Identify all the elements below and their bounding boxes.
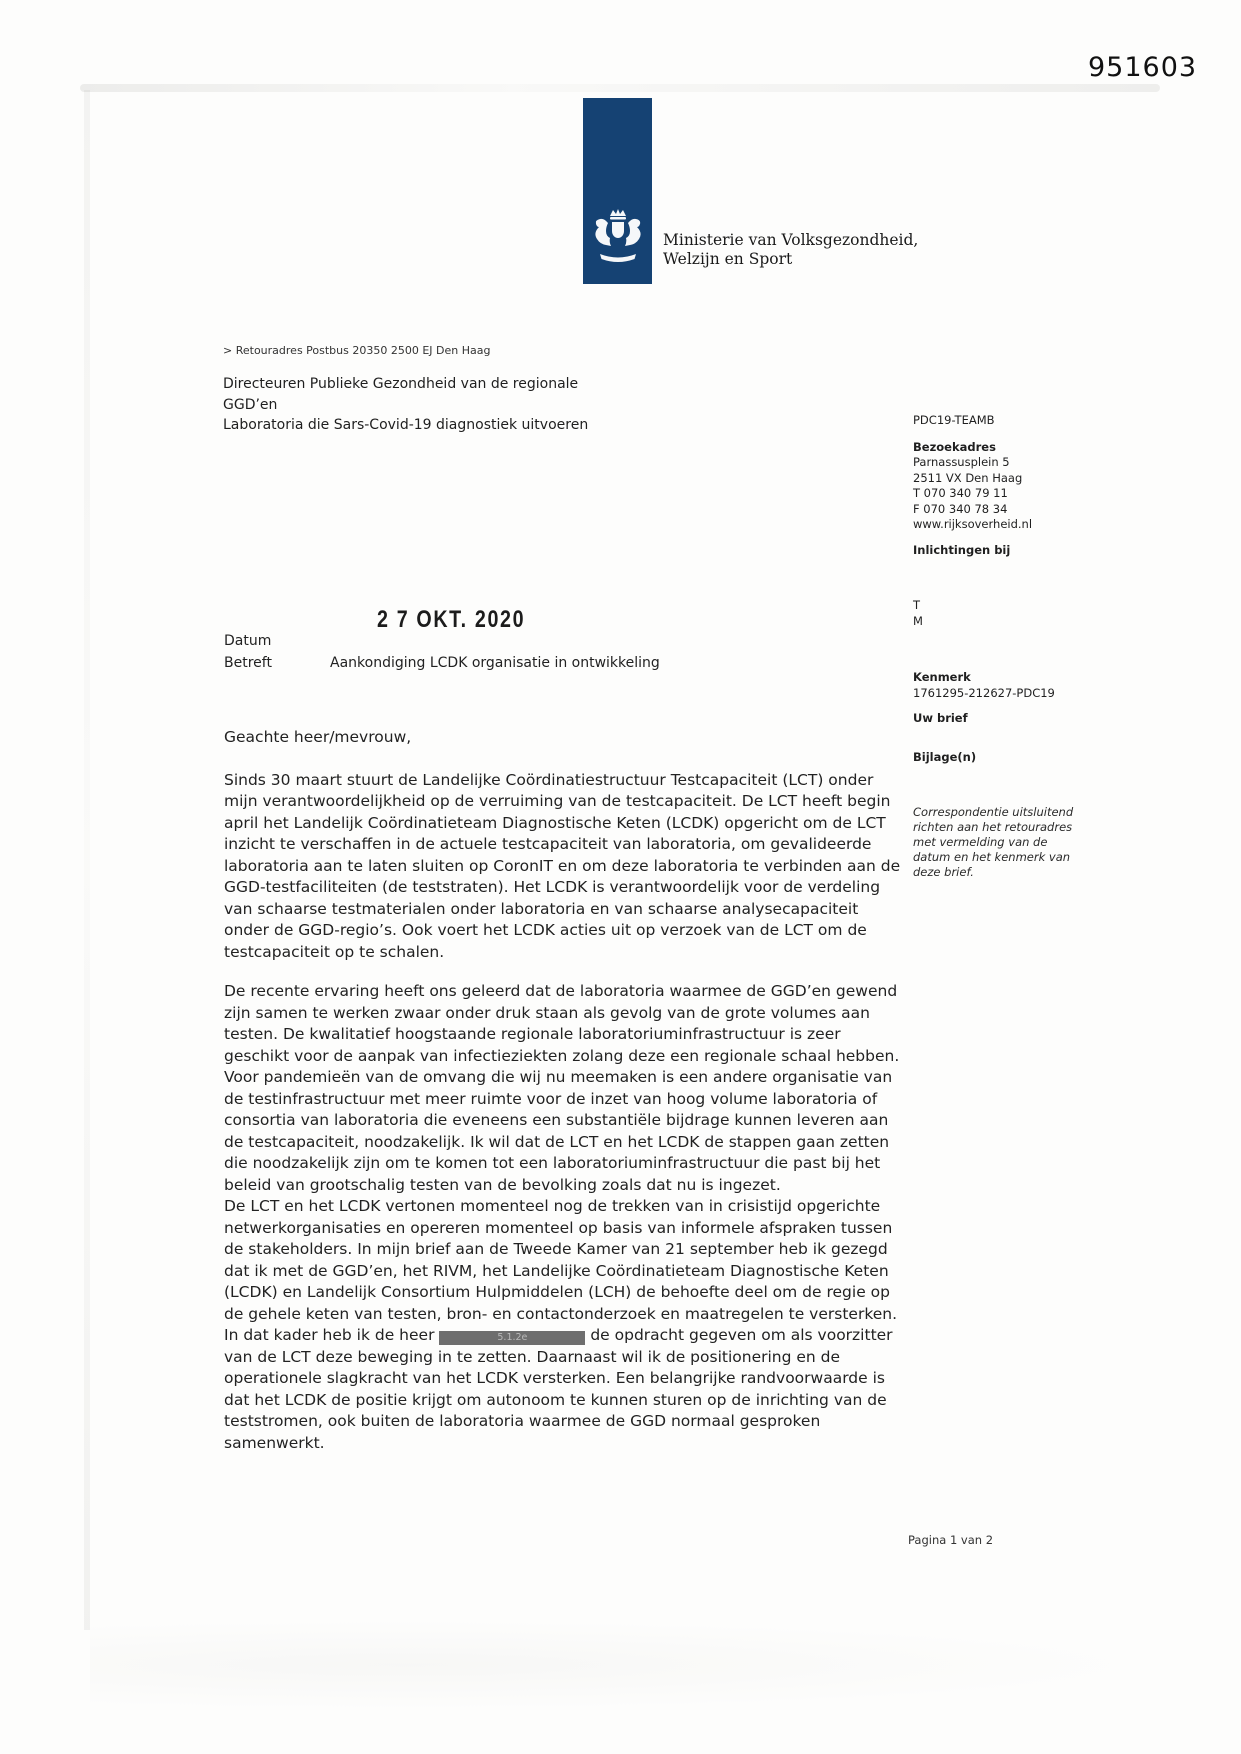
return-address: > Retouradres Postbus 20350 2500 EJ Den Haag bbox=[223, 344, 491, 357]
subject-row bbox=[224, 655, 660, 671]
paragraph3-text-before-redaction: De LCT en het LCDK vertonen momenteel nog de trekken van in crisistijd opgerichte netwerkorganisaties en opereren momenteel op basis van informele afspraken tussen de stakeholders. In mijn brief aan de Tweede Kamer van 21 september heb ik gezegd dat ik met de GGD’en, het RIVM, het Landelijke Coördinatieteam Diagnostische Keten (LCDK) en Landelijk Consortium Hulpmiddelen (LCH) de behoefte deel om de regie op de gehele keten van testen, bron- en contactonderzoek en maatregelen te versterken. In dat kader heb ik de heer bbox=[224, 1197, 898, 1344]
salutation: Geachte heer/mevrouw, bbox=[224, 728, 412, 746]
visit-address-label: Bezoekadres bbox=[913, 439, 996, 454]
contact-mobile-line: M bbox=[913, 613, 923, 628]
ministry-wordmark bbox=[663, 231, 918, 269]
rijksoverheid-logo-ribbon bbox=[583, 98, 652, 284]
visit-address-line: F 070 340 78 34 bbox=[913, 501, 1008, 516]
your-letter-label: Uw brief bbox=[913, 711, 968, 725]
date-label: Datum bbox=[224, 633, 272, 649]
document-number: 951603 bbox=[1088, 52, 1198, 83]
visit-address-line: T 070 340 79 11 bbox=[913, 486, 1008, 500]
page-number: Pagina 1 van 2 bbox=[908, 1533, 994, 1547]
website-url: www.rijksoverheid.nl bbox=[913, 517, 1033, 531]
visit-address-line: Parnassusplein 5 bbox=[913, 455, 1010, 469]
recipient-line: Laboratoria die Sars-Covid-19 diagnostiek uitvoeren bbox=[223, 417, 589, 433]
body-paragraph-3 bbox=[224, 1196, 904, 1454]
ministry-name-line2: Welzijn en Sport bbox=[663, 250, 793, 268]
scan-artifact-left bbox=[84, 90, 90, 1630]
visit-address-line: 2511 VX Den Haag bbox=[913, 470, 1023, 485]
body-paragraph-1: Sinds 30 maart stuurt de Landelijke Coördinatiestructuur Testcapaciteit (LCT) onder mijn verantwoordelijkheid op de verruiming van de testcapaciteit. De LCT heeft begin april het Landelijk Coördinatieteam Diagnostische Keten (LCDK) opgericht om de LCT inzicht te verschaffen in de actuele testcapaciteit van laboratoria, om gevalideerde laboratoria aan te laten sluiten op CoronIT en om deze laboratoria te verbinden aan de GGD-testfaciliteiten (de teststraten). Het LCDK is verantwoordelijk voor de verdeling van schaarse testmaterialen onder laboratoria en van schaarse analysecapaciteit onder de GGD-regio’s. Ook voert het LCDK acties uit op verzoek van de LCT om de testcapaciteit op te schalen. bbox=[224, 770, 901, 961]
contact-phone-line: T bbox=[913, 598, 921, 612]
subject-label: Betreft bbox=[224, 655, 272, 671]
date-received-stamp: 2 7 OKT. 2020 bbox=[377, 606, 526, 633]
redaction-bar: 5.1.2e bbox=[439, 1331, 585, 1345]
attachments-label: Bijlage(n) bbox=[913, 749, 977, 764]
scan-artifact-bottom bbox=[90, 1620, 1150, 1710]
letter-body bbox=[224, 727, 904, 1454]
letterhead-sidebar bbox=[913, 413, 1091, 880]
recipient-line: GGD’en bbox=[223, 396, 278, 413]
correspondence-note: Correspondentie uitsluitend richten aan het retouradres met vermelding van de datum en het kenmerk van deze brief. bbox=[913, 805, 1074, 879]
ministry-name-line1: Ministerie van Volksgezondheid, bbox=[663, 231, 919, 249]
scan-artifact-top bbox=[80, 84, 1160, 92]
subject-value: Aankondiging LCDK organisatie in ontwikkeling bbox=[330, 655, 660, 671]
coat-of-arms-icon bbox=[590, 208, 646, 274]
sidebar-team-code: PDC19-TEAMB bbox=[913, 413, 995, 427]
inquiries-label: Inlichtingen bij bbox=[913, 542, 1011, 557]
recipient-address-block bbox=[223, 374, 588, 436]
recipient-line: Directeuren Publieke Gezondheid van de regionale bbox=[223, 376, 579, 392]
reference-value: 1761295-212627-PDC19 bbox=[913, 685, 1055, 700]
reference-label: Kenmerk bbox=[913, 670, 971, 684]
body-paragraph-2: De recente ervaring heeft ons geleerd dat de laboratoria waarmee de GGD’en gewend zijn samen te werken zwaar onder druk staan als gevolg van de grote volumes aan testen. De kwalitatief hoogstaande regionale laboratoriuminfrastructuur is zeer geschikt voor de aanpak van infectieziekten zolang deze een regionale schaal hebben. Voor pandemieën van de omvang die wij nu meemaken is een andere organisatie van de testinfrastructuur met meer ruimte voor de inzet van hoog volume laboratoria of consortia van laboratoria die eveneens een substantiële bijdrage kunnen leveren aan de testcapaciteit, noodzakelijk. Ik wil dat de LCT en het LCDK de stappen gaan zetten die noodzakelijk zijn om te komen tot een laboratoriuminfrastructuur die past bij het beleid van grootschalig testen van de bevolking zoals dat nu is ingezet. bbox=[224, 982, 900, 1194]
paragraph3-text-after-redaction: de opdracht gegeven om als voorzitter van de LCT deze beweging in te zetten. Daarnaast wil ik de positionering en de operationele slagkracht van het LCDK versterken. Een belangrijke randvoorwaarde is dat het LCDK de positie krijgt om autonoom te kunnen sturen op de inrichting van de teststromen, ook buiten de laboratoria waarmee de GGD normaal gesproken samenwerkt. bbox=[224, 1326, 893, 1452]
